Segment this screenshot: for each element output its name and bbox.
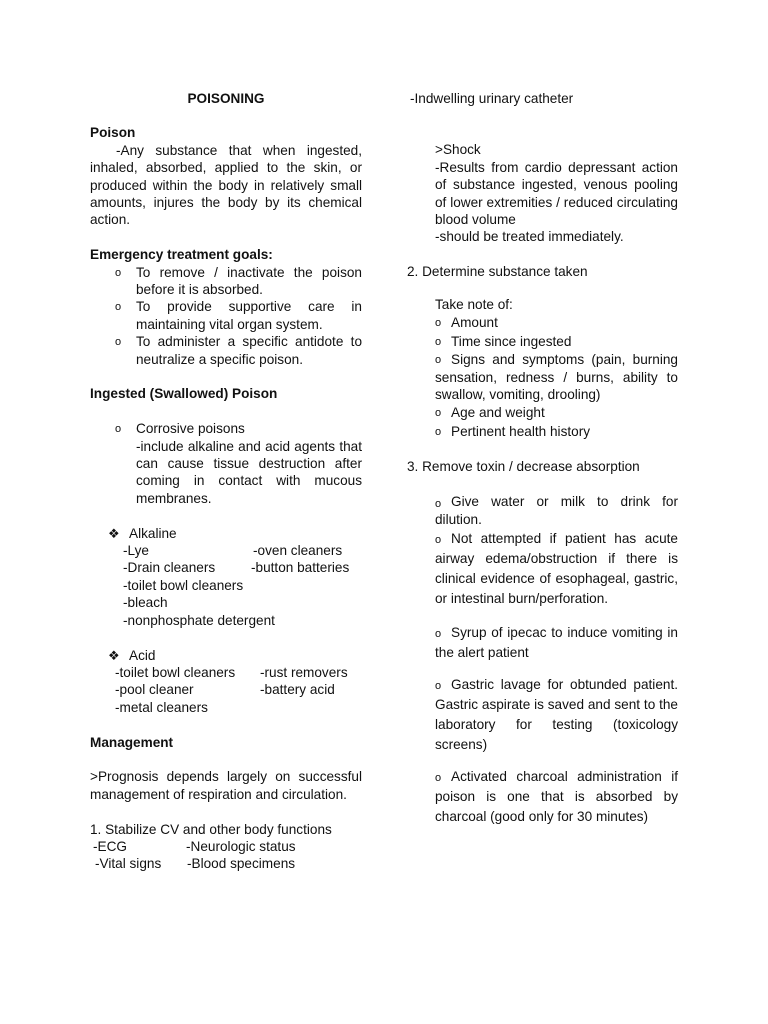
goal-text: To provide supportive care in maintaining vital organ system. xyxy=(136,299,362,332)
alkaline-label: Alkaline xyxy=(129,525,177,541)
toxin-text: Give water or milk to drink for dilution. xyxy=(435,493,678,527)
note-item xyxy=(435,314,678,331)
page-title: POISONING xyxy=(187,91,265,106)
toxin-item xyxy=(435,767,678,827)
corrosive-label: Corrosive poisons xyxy=(136,421,245,437)
shock-label: >Shock xyxy=(435,142,481,158)
toxin-item xyxy=(435,493,678,529)
goal-item xyxy=(90,298,362,333)
goals-heading: Emergency treatment goals: xyxy=(90,247,273,263)
notes-block xyxy=(407,296,678,440)
goal-text: To remove / inactivate the poison before it is absorbed. xyxy=(136,264,362,298)
note-text: Amount xyxy=(451,315,498,331)
left-column xyxy=(90,90,362,873)
goal-item xyxy=(90,264,362,299)
shock-treat: -should be treated immediately. xyxy=(435,229,624,245)
note-item xyxy=(435,351,678,403)
toxin-item xyxy=(435,529,678,609)
bullet-icon: o xyxy=(115,423,122,436)
note-text: Age and weight xyxy=(451,405,545,421)
alkaline-row: -Drain cleaners -button batteries xyxy=(123,560,350,576)
toxin-text: Not attempted if patient has acute airway edema/obstruction if there is clinical evidence of esophageal, gastric, or intestinal burn/perforation. xyxy=(435,530,678,606)
ingested-heading: Ingested (Swallowed) Poison xyxy=(90,386,278,402)
alkaline-row: -Lye -oven cleaners xyxy=(123,543,343,559)
acid-row: -metal cleaners xyxy=(115,699,208,715)
step1-text: 1. Stabilize CV and other body functions xyxy=(90,821,332,837)
alkaline-row: -bleach xyxy=(123,595,168,611)
bullet-icon: o xyxy=(435,407,442,420)
step1-row: -Vital signs -Blood specimens xyxy=(95,856,296,872)
bullet-icon: o xyxy=(115,266,122,279)
step1-row: -ECG -Neurologic status xyxy=(93,838,296,854)
goal-item xyxy=(90,333,362,368)
bullet-icon: o xyxy=(435,771,442,784)
corrosive-item xyxy=(90,420,362,507)
step1-list xyxy=(90,838,362,873)
catheter-text: -Indwelling urinary catheter xyxy=(410,91,574,106)
alkaline-list xyxy=(90,542,362,629)
note-item xyxy=(435,423,678,440)
prognosis-text: >Prognosis depends largely on successful management of respiration and circulation. xyxy=(90,769,362,802)
bullet-icon: o xyxy=(435,317,442,330)
alkaline-label-row xyxy=(90,525,362,542)
step2-text: 2. Determine substance taken xyxy=(407,264,588,280)
toxin-block xyxy=(407,493,678,827)
management-heading: Management xyxy=(90,734,174,750)
right-column xyxy=(407,90,678,827)
bullet-icon: o xyxy=(435,354,442,367)
toxin-item xyxy=(435,675,678,755)
toxin-text: Gastric lavage for obtunded patient. Gastric aspirate is saved and sent to the laboratory for testing (toxicology screens) xyxy=(435,676,678,752)
acid-row: -pool cleaner -battery acid xyxy=(115,682,335,698)
poison-definition: -Any substance that when ingested, inhaled, absorbed, applied to the skin, or produced within the body in relatively small amounts, injures the body by its chemical action. xyxy=(90,142,362,228)
note-item xyxy=(435,404,678,421)
bullet-icon: o xyxy=(435,425,442,438)
bullet-icon: o xyxy=(115,336,122,349)
acid-label-row xyxy=(90,647,362,664)
acid-label: Acid xyxy=(129,647,156,663)
bullet-icon: o xyxy=(435,533,442,546)
bullet-icon: o xyxy=(435,335,442,348)
note-text: Signs and symptoms (pain, burning sensation, redness / burns, ability to swallow, vomiting, drooling) xyxy=(435,352,678,403)
bullet-icon: o xyxy=(115,301,122,314)
acid-list xyxy=(90,664,362,716)
diamond-bullet-icon: ❖ xyxy=(108,525,120,541)
step3-text: 3. Remove toxin / decrease absorption xyxy=(407,459,640,475)
note-item xyxy=(435,333,678,350)
acid-row: -toilet bowl cleaners -rust removers xyxy=(115,664,348,680)
corrosive-desc: -include alkaline and acid agents that can cause tissue destruction after coming in contact with mucous membranes. xyxy=(136,438,362,506)
shock-block xyxy=(407,141,678,245)
toxin-item xyxy=(435,623,678,663)
note-text: Time since ingested xyxy=(451,333,572,349)
diamond-bullet-icon: ❖ xyxy=(108,647,120,663)
note-text: Pertinent health history xyxy=(451,423,591,439)
take-note-label: Take note of: xyxy=(435,297,513,313)
bullet-icon: o xyxy=(435,497,442,510)
goal-text: To administer a specific antidote to neutralize a specific poison. xyxy=(136,334,362,367)
toxin-text: Activated charcoal administration if poison is one that is absorbed by charcoal (good only for 30 minutes) xyxy=(435,768,678,824)
poison-heading: Poison xyxy=(90,125,136,141)
alkaline-row: -nonphosphate detergent xyxy=(123,612,275,628)
toxin-text: Syrup of ipecac to induce vomiting in the alert patient xyxy=(435,624,678,660)
shock-desc: -Results from cardio depressant action of substance ingested, venous pooling of lower extremities / reduced circulating blood volume xyxy=(435,159,678,228)
alkaline-row: -toilet bowl cleaners xyxy=(123,577,244,593)
bullet-icon: o xyxy=(435,679,442,692)
bullet-icon: o xyxy=(435,627,442,640)
